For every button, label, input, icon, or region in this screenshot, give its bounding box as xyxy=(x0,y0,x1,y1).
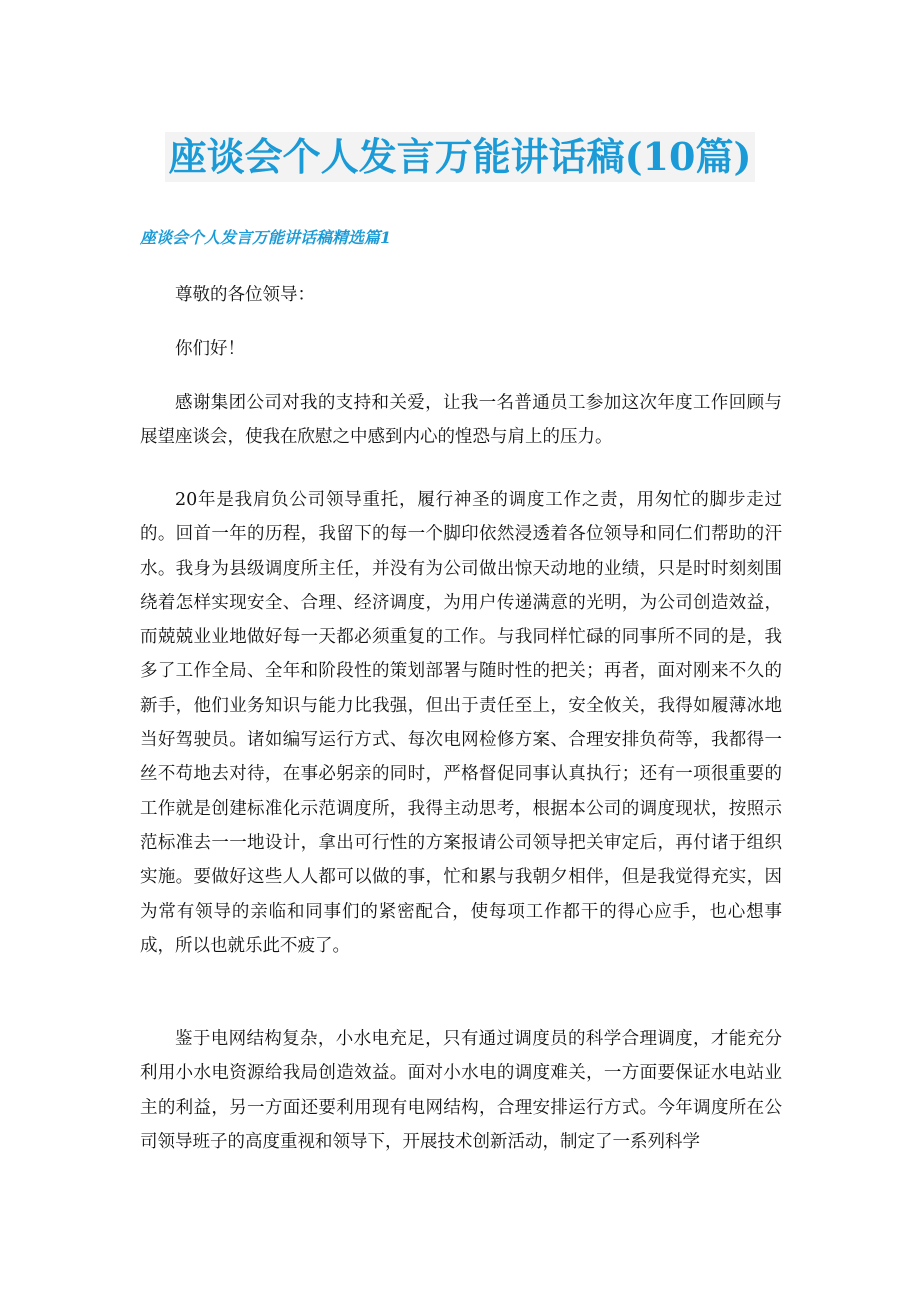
document-title: 座谈会个人发言万能讲话稿(10篇) xyxy=(165,132,756,182)
body-paragraph: 感谢集团公司对我的支持和关爱，让我一名普通员工参加这次年度工作回顾与展望座谈会，使我在欣慰之中感到内心的惶恐与肩上的压力。 xyxy=(140,393,782,448)
title-container xyxy=(0,132,920,182)
section-heading: 座谈会个人发言万能讲话稿精选篇1 xyxy=(140,228,392,247)
hello-paragraph: 你们好！ xyxy=(175,339,245,359)
greeting-paragraph: 尊敬的各位领导： xyxy=(175,285,315,305)
body-paragraph: 鉴于电网结构复杂，小水电充足，只有通过调度员的科学合理调度，才能充分利用小水电资源给我局创造效益。面对小水电的调度难关，一方面要保证水电站业主的利益，另一方面还要利用现有电网结构，合理安排运行方式。今年调度所在公司领导班子的高度重视和领导下，开展技术创新活动，制定了一系列科学 xyxy=(140,1029,782,1152)
body-paragraph: 20年是我肩负公司领导重托，履行神圣的调度工作之责，用匆忙的脚步走过的。回首一年的历程，我留下的每一个脚印依然浸透着各位领导和同仁们帮助的汗水。我身为县级调度所主任，并没有为公司做出惊天动地的业绩，只是时时刻刻围绕着怎样实现安全、合理、经济调度，为用户传递满意的光明，为公司创造效益，而兢兢业业地做好每一天都必须重复的工作。与我同样忙碌的同事所不同的是，我多了工作全局、全年和阶段性的策划部署与随时性的把关；再者，面对刚来不久的新手，他们业务知识与能力比我强，但出于责任至上，安全攸关，我得如履薄冰地当好驾驶员。诸如编写运行方式、每次电网检修方案、合理安排负荷等，我都得一丝不苟地去对待，在事必躬亲的同时，严格督促同事认真执行；还有一项很重要的工作就是创建标准化示范调度所，我得主动思考，根据本公司的调度现状，按照示范标准去一一地设计，拿出可行性的方案报请公司领导把关审定后，再付诸于组织实施。要做好这些人人都可以做的事，忙和累与我朝夕相伴，但是我觉得充实，因为常有领导的亲临和同事们的紧密配合，使每项工作都干的得心应手，也心想事成，所以也就乐此不疲了。 xyxy=(140,490,782,956)
